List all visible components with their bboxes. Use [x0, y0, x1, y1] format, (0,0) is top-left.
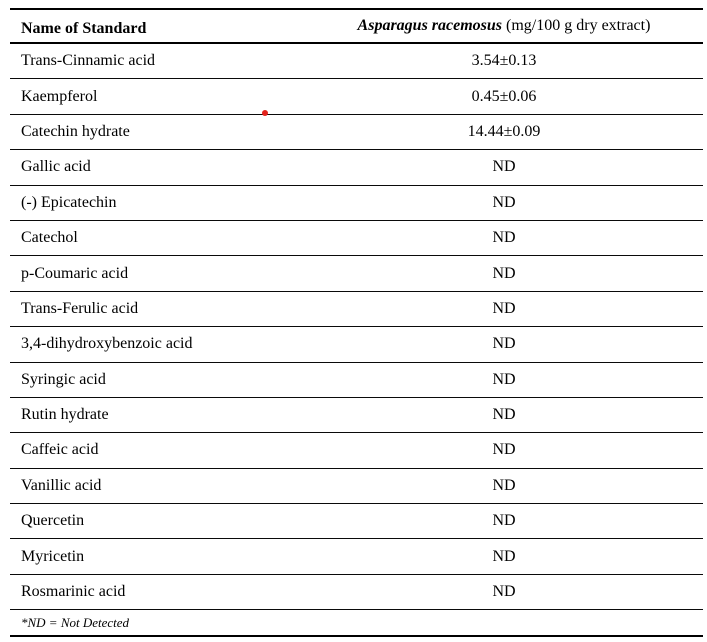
standard-value-cell: ND	[492, 158, 516, 176]
standard-value-cell: ND	[492, 547, 516, 565]
table-header-row	[10, 8, 703, 44]
standard-name-cell: Catechin hydrate	[21, 122, 130, 140]
standard-value-cell: ND	[492, 512, 516, 530]
table-row	[10, 363, 703, 398]
table-body	[10, 44, 703, 610]
standard-value-cell: 14.44±0.09	[467, 122, 541, 140]
header-extract-column	[305, 17, 703, 35]
standard-value-cell: 0.45±0.06	[471, 87, 537, 105]
standard-name-cell: Myricetin	[21, 547, 85, 565]
table-row	[10, 327, 703, 362]
table-row	[10, 186, 703, 221]
table-row	[10, 575, 703, 610]
standard-value-cell: ND	[492, 370, 516, 388]
standard-value-cell: ND	[492, 299, 516, 317]
footnote-row	[10, 610, 703, 637]
standard-name-cell: Rutin hydrate	[21, 406, 109, 424]
standard-name-cell: Quercetin	[21, 512, 85, 530]
table-row	[10, 433, 703, 468]
table-row	[10, 398, 703, 433]
standard-name-cell: Vanillic acid	[21, 476, 102, 494]
standard-name-cell: Syringic acid	[21, 370, 106, 388]
standard-value-cell: ND	[492, 583, 516, 601]
standard-name-cell: Trans-Cinnamic acid	[21, 52, 156, 70]
standard-name-cell: Kaempferol	[21, 87, 98, 105]
table-row	[10, 539, 703, 574]
table-row	[10, 150, 703, 185]
standards-table	[10, 8, 703, 637]
standard-name-cell: Gallic acid	[21, 158, 91, 176]
standard-name-cell: Catechol	[21, 229, 78, 247]
standard-name-cell: Trans-Ferulic acid	[21, 299, 139, 317]
table-row	[10, 504, 703, 539]
header-name-of-standard: Name of Standard	[21, 19, 147, 37]
table-row	[10, 44, 703, 79]
table-row	[10, 79, 703, 114]
species-name: Asparagus racemosus	[357, 17, 503, 34]
standard-name-cell: 3,4-dihydroxybenzoic acid	[21, 335, 193, 353]
table-row	[10, 221, 703, 256]
standard-value-cell: ND	[492, 335, 516, 353]
table-row	[10, 469, 703, 504]
standard-value-cell: ND	[492, 264, 516, 282]
standard-name-cell: Caffeic acid	[21, 441, 99, 459]
standard-name-cell: Rosmarinic acid	[21, 583, 126, 601]
extract-unit-label: (mg/100 g dry extract)	[502, 17, 651, 34]
table-row	[10, 115, 703, 150]
standard-value-cell: 3.54±0.13	[471, 52, 537, 70]
table-row	[10, 256, 703, 291]
standard-value-cell: ND	[492, 441, 516, 459]
table-row	[10, 292, 703, 327]
standard-value-cell: ND	[492, 229, 516, 247]
standard-name-cell: (-) Epicatechin	[21, 193, 117, 211]
red-dot-annotation	[262, 110, 268, 116]
standard-value-cell: ND	[492, 406, 516, 424]
nd-footnote: *ND = Not Detected	[21, 614, 130, 630]
standard-value-cell: ND	[492, 193, 516, 211]
standard-name-cell: p-Coumaric acid	[21, 264, 129, 282]
standard-value-cell: ND	[492, 476, 516, 494]
